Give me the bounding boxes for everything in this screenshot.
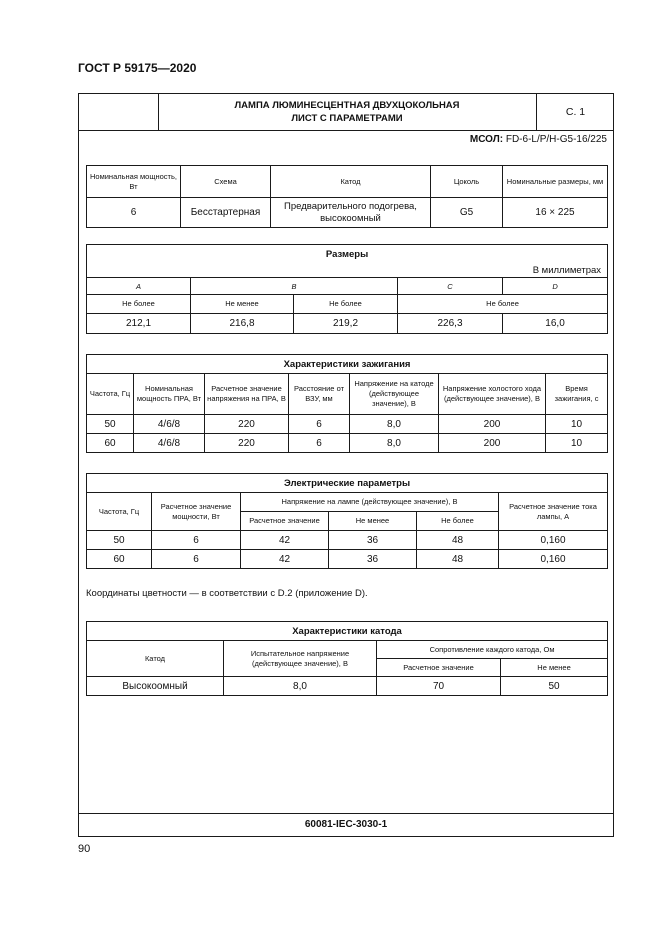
table-row	[87, 677, 608, 696]
dimension-letters-row	[87, 278, 608, 295]
dim-limit-b-min: Не менее	[191, 295, 294, 314]
ign-cell: 10	[546, 415, 608, 434]
cat-cell-resistance-min: 50	[501, 677, 608, 696]
cathode-table	[86, 621, 608, 696]
el-header-power: Расчетное значение мощности, Вт	[152, 493, 241, 531]
dim-letter-c: C	[398, 278, 503, 295]
ign-cell: 220	[205, 434, 289, 453]
sheet-header	[79, 94, 613, 131]
sheet-title-line1: ЛАМПА ЛЮМИНЕСЦЕНТНАЯ ДВУХЦОКОЛЬНАЯ	[234, 100, 460, 111]
ign-cell: 50	[87, 415, 134, 434]
el-cell: 42	[241, 550, 329, 569]
el-cell: 50	[87, 531, 152, 550]
cell-circuit: Бесстартерная	[181, 198, 271, 228]
ign-header-ballast-power: Номинальная мощность ПРА, Вт	[134, 374, 205, 415]
dim-value-b-min: 216,8	[191, 314, 294, 334]
dim-value-b-max: 219,2	[294, 314, 398, 334]
dim-value-d: 16,0	[503, 314, 608, 334]
ign-header-ballast-voltage: Расчетное значение напряжения на ПРА, В	[205, 374, 289, 415]
cell-dimensions: 16 × 225	[503, 198, 608, 228]
cat-header-resistance-rated: Расчетное значение	[377, 659, 501, 677]
el-cell: 36	[329, 550, 417, 569]
cat-cell-test-voltage: 8,0	[224, 677, 377, 696]
header-nominal-dimensions: Номинальные размеры, мм	[503, 166, 608, 198]
dim-letter-a: A	[87, 278, 191, 295]
table-header-row	[87, 166, 608, 198]
ign-cell: 6	[289, 434, 350, 453]
cell-power: 6	[87, 198, 181, 228]
cat-header-test-voltage: Испытательное напряжение (действующее значение), В	[224, 641, 377, 677]
dim-value-a: 212,1	[87, 314, 191, 334]
table-row	[87, 314, 608, 334]
ign-header-ignition-time: Время зажигания, с	[546, 374, 608, 415]
el-cell: 36	[329, 531, 417, 550]
mcol-designation	[470, 134, 607, 145]
table-header-row	[87, 493, 608, 512]
chromaticity-note: Координаты цветности — в соответствии с D.2 (приложение D).	[86, 588, 368, 599]
header-cathode: Катод	[271, 166, 431, 198]
el-cell: 48	[417, 550, 499, 569]
ign-cell: 200	[439, 434, 546, 453]
table-row	[87, 434, 608, 453]
sheet-title-line2: ЛИСТ С ПАРАМЕТРАМИ	[291, 113, 403, 124]
dim-letter-d: D	[503, 278, 608, 295]
electrical-title: Электрические параметры	[87, 474, 608, 493]
el-header-lamp-voltage: Напряжение на лампе (действующее значение), В	[241, 493, 499, 512]
sheet-title	[159, 94, 535, 130]
el-cell: 60	[87, 550, 152, 569]
el-header-voltage-max: Не более	[417, 512, 499, 531]
cat-header-resistance: Сопротивление каждого катода, Ом	[377, 641, 608, 659]
header-rated-power: Номинальная мощность, Вт	[87, 166, 181, 198]
el-header-voltage-min: Не менее	[329, 512, 417, 531]
ign-header-open-circuit-voltage: Напряжение холостого хода (действующее значение), В	[439, 374, 546, 415]
table-header-row	[87, 374, 608, 415]
ign-header-cathode-voltage: Напряжение на катоде (действующее значение), В	[350, 374, 439, 415]
ign-cell: 4/6/8	[134, 434, 205, 453]
header-cap: Цоколь	[431, 166, 503, 198]
cathode-title: Характеристики катода	[87, 622, 608, 641]
cat-cell-resistance-rated: 70	[377, 677, 501, 696]
dim-limit-a: Не более	[87, 295, 191, 314]
cell-cap: G5	[431, 198, 503, 228]
ign-cell: 4/6/8	[134, 415, 205, 434]
dimensions-table	[86, 244, 608, 334]
dim-limit-cd: Не более	[398, 295, 608, 314]
el-header-lamp-current: Расчетное значение тока лампы, А	[499, 493, 608, 531]
cat-header-resistance-min: Не менее	[501, 659, 608, 677]
ign-header-frequency: Частота, Гц	[87, 374, 134, 415]
sheet-page-ref: С. 1	[536, 94, 614, 130]
ign-header-distance: Расстояние от ВЗУ, мм	[289, 374, 350, 415]
dimensions-title: Размеры	[87, 245, 608, 264]
cat-cell-type: Высокоомный	[87, 677, 224, 696]
el-cell: 48	[417, 531, 499, 550]
ignition-title: Характеристики зажигания	[87, 355, 608, 374]
dim-value-c: 226,3	[398, 314, 503, 334]
sheet-footer-code: 60081-IEC-3030-1	[79, 813, 613, 836]
table-header-row	[87, 641, 608, 659]
dimension-limits-row	[87, 295, 608, 314]
table-row	[87, 198, 608, 228]
el-header-frequency: Частота, Гц	[87, 493, 152, 531]
ign-cell: 200	[439, 415, 546, 434]
dim-limit-b-max: Не более	[294, 295, 398, 314]
dimensions-unit: В миллиметрах	[87, 264, 608, 278]
cat-header-cathode: Катод	[87, 641, 224, 677]
ign-cell: 8,0	[350, 415, 439, 434]
ign-cell: 60	[87, 434, 134, 453]
ignition-table	[86, 354, 608, 453]
mcol-value: FD-6-L/P/H-G5-16/225	[503, 134, 607, 145]
ign-cell: 6	[289, 415, 350, 434]
ign-cell: 8,0	[350, 434, 439, 453]
table-row	[87, 415, 608, 434]
el-cell: 6	[152, 531, 241, 550]
cell-cathode: Предварительного подогрева, высокоомный	[271, 198, 431, 228]
el-header-voltage-rated: Расчетное значение	[241, 512, 329, 531]
header-blank-cell	[79, 94, 159, 130]
page-number: 90	[78, 843, 91, 855]
ign-cell: 10	[546, 434, 608, 453]
el-cell: 0,160	[499, 531, 608, 550]
standard-code: ГОСТ Р 59175—2020	[78, 61, 197, 75]
ign-cell: 220	[205, 415, 289, 434]
electrical-table	[86, 473, 608, 569]
header-circuit: Схема	[181, 166, 271, 198]
main-parameters-table	[86, 165, 608, 228]
table-row	[87, 550, 608, 569]
dim-letter-b: B	[191, 278, 398, 295]
table-row	[87, 531, 608, 550]
el-cell: 0,160	[499, 550, 608, 569]
mcol-label: МСОЛ:	[469, 134, 504, 145]
el-cell: 6	[152, 550, 241, 569]
el-cell: 42	[241, 531, 329, 550]
